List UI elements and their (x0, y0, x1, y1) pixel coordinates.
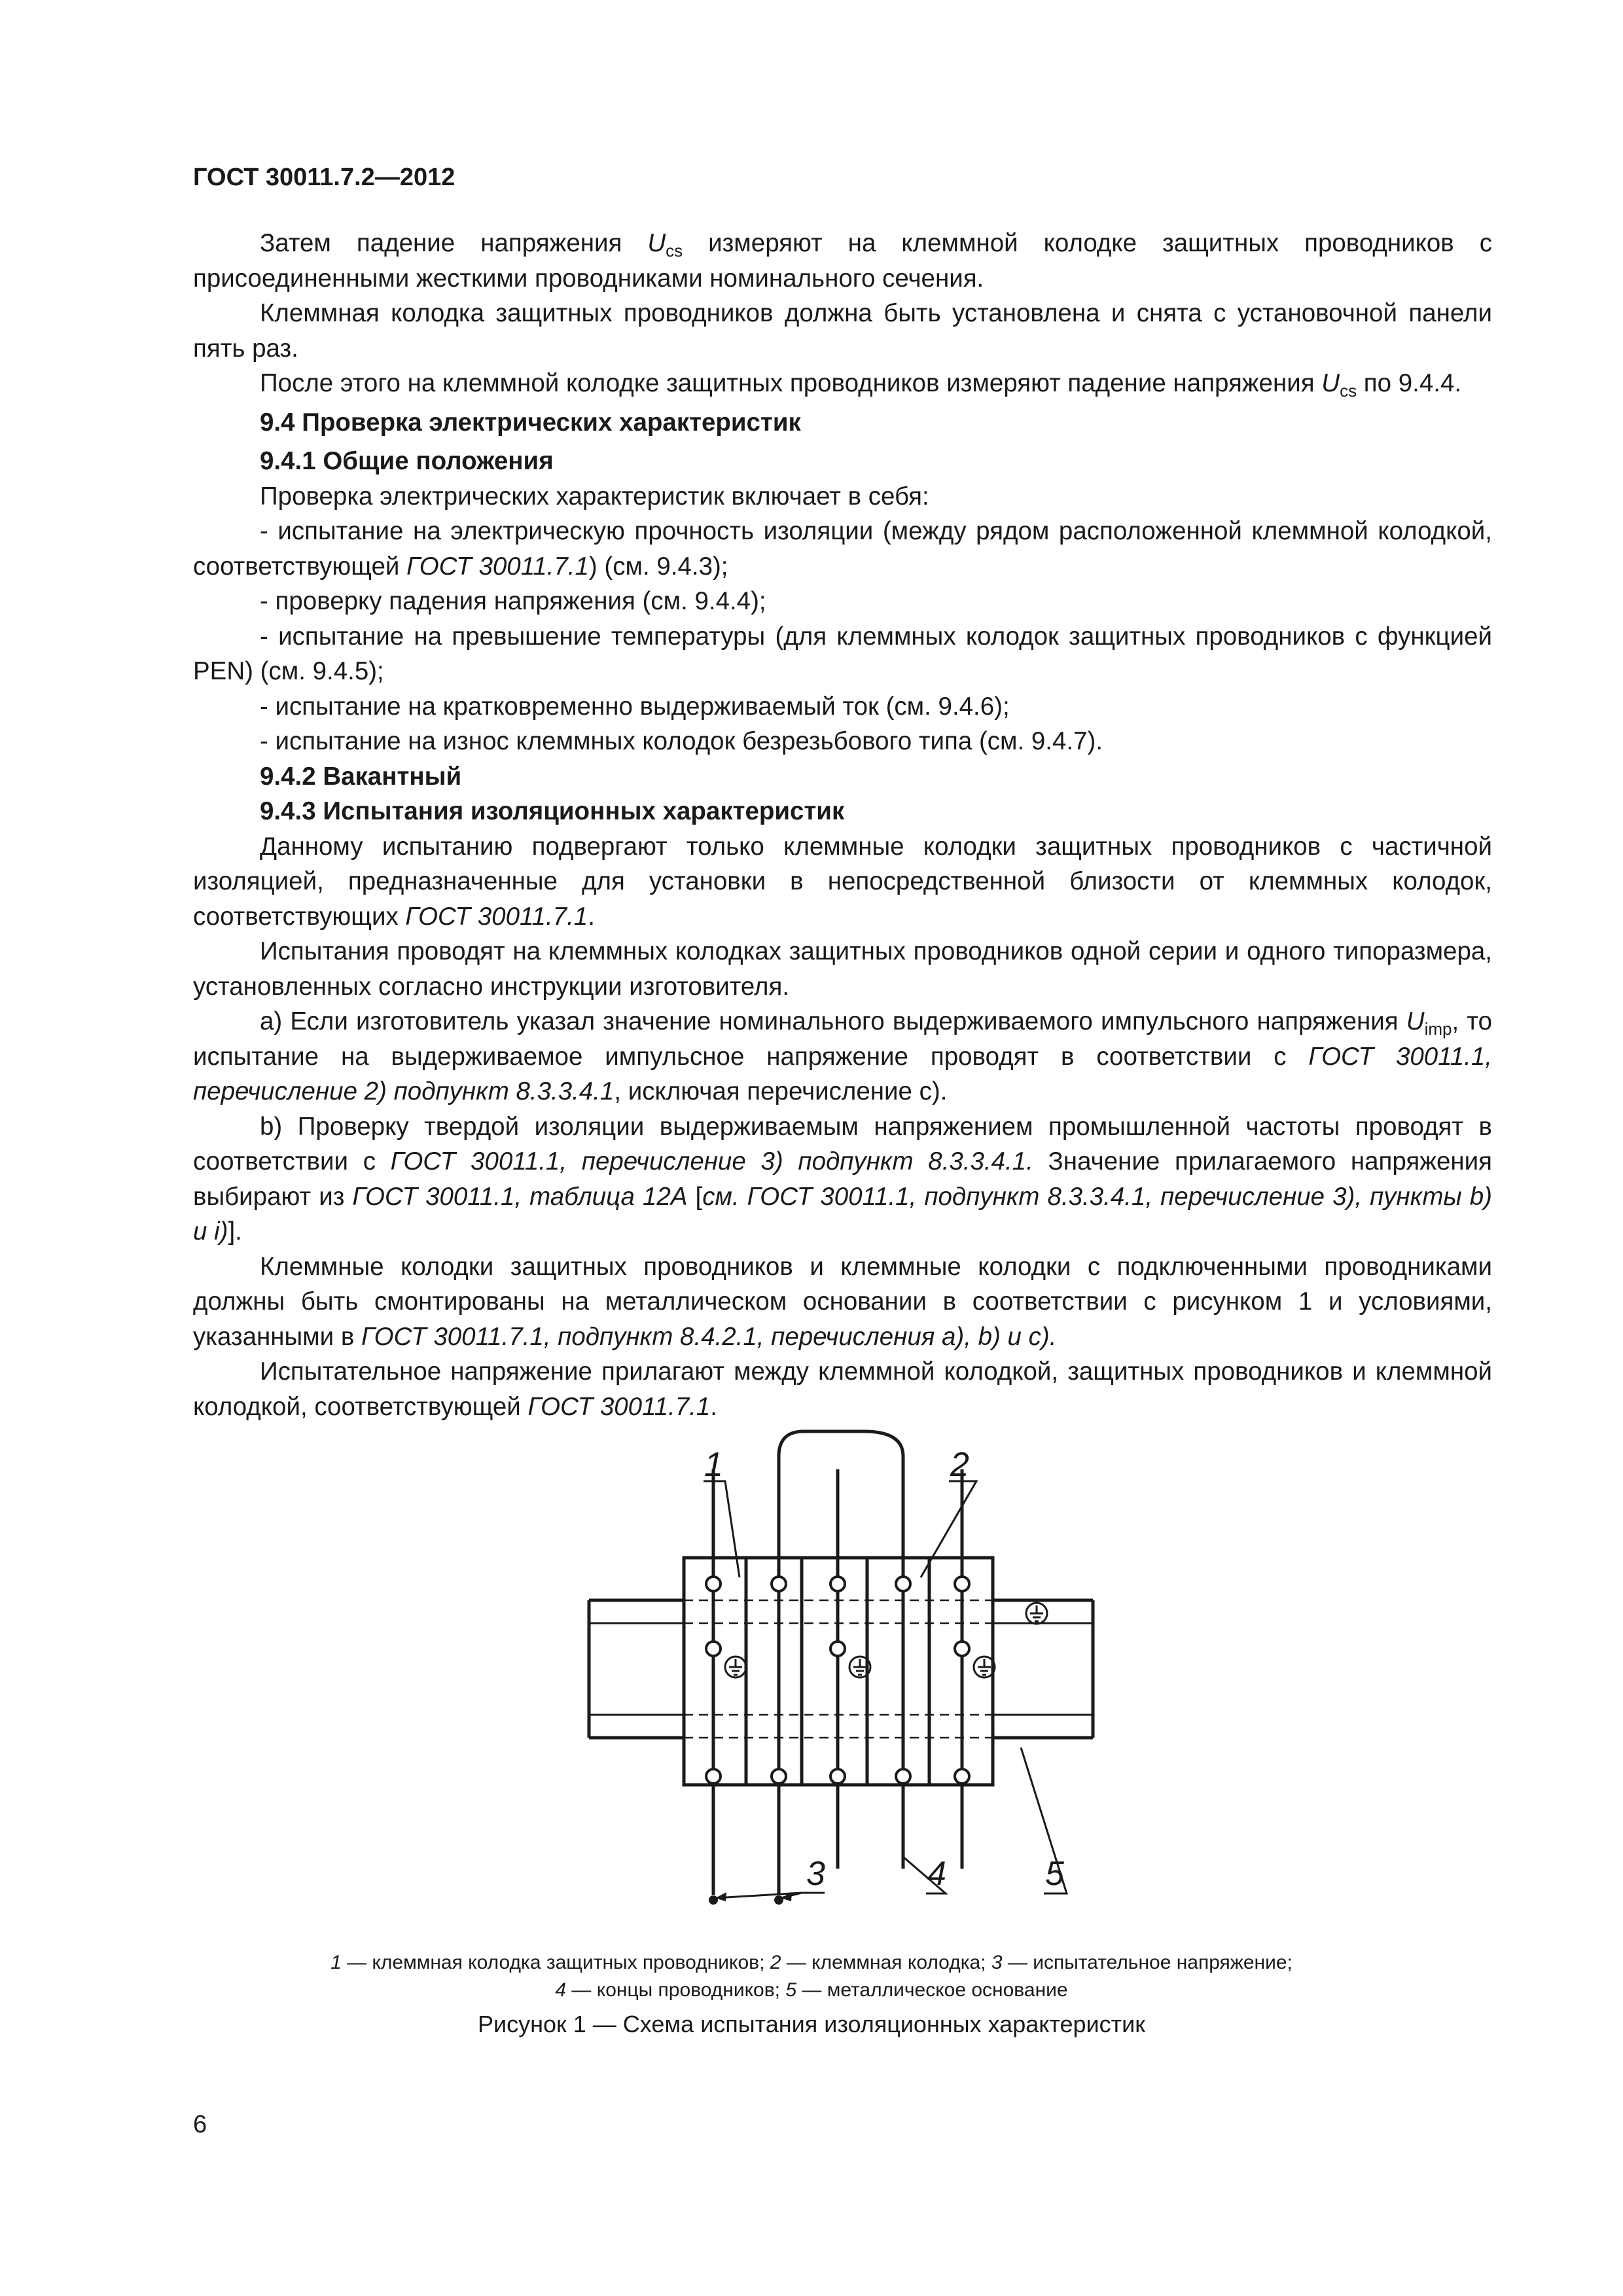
list-item: - проверку падения напряжения (см. 9.4.4); (260, 587, 766, 615)
paragraph: Данному испытанию подвергают только клеммные колодки защитных проводников с частичной изоляцией, предназначенные для установки в непосредственной близости от клеммных колодок, соответствующих ГОСТ 30011.7.1. (193, 832, 1492, 931)
subsection-heading: 9.4.2 Вакантный (260, 762, 462, 791)
callout-label-3: 3 (806, 1855, 825, 1893)
earth-symbol-icon (1026, 1603, 1047, 1624)
earth-symbol-icon (725, 1657, 746, 1677)
paragraph: Проверка электрических характеристик включает в себя: (260, 482, 929, 511)
paragraph: Клеммная колодка защитных проводников должна быть установлена и снята с установочной панели пять раз. (193, 299, 1492, 363)
list-item: - испытание на кратковременно выдерживаемый ток (см. 9.4.6); (260, 692, 1010, 721)
paragraph: Клеммные колодки защитных проводников и клеммные колодки с подключенными проводниками должны быть смонтированы на металлическом основании в соответствии с рисунком 1 и условиями, указанными в ГОСТ 30011.7.1, подпункт 8.4.2.1, перечисления a), b) и c). (193, 1252, 1492, 1351)
page-number: 6 (193, 2111, 207, 2138)
list-item: - испытание на электрическую прочность изоляции (между рядом расположенной клеммной колодкой, соответствующей ГОСТ 30011.7.1) (см. 9.4.3); (193, 517, 1492, 581)
callout-label-1: 1 (704, 1446, 723, 1484)
callout-label-2: 2 (950, 1446, 969, 1484)
callout-label-4: 4 (927, 1855, 946, 1893)
subsection-heading: 9.4.3 Испытания изоляционных характеристик (260, 797, 845, 825)
paragraph: После этого на клеммной колодке защитных проводников измеряют падение напряжения $U_{cs}$ по 9.4.4. (260, 369, 1462, 401)
paragraph: Испытания проводят на клеммных колодках защитных проводников одной серии и одного типоразмера, установленных согласно инструкции изготовителя. (193, 937, 1492, 1001)
paragraph: Затем падение напряжения $U_{cs}$ измеряют на клеммной колодке защитных проводников с присоединенными жесткими проводниками номинального сечения. (193, 229, 1493, 293)
figure-caption: Рисунок 1 — Схема испытания изоляционных характеристик (478, 2011, 1145, 2037)
section-heading: 9.4 Проверка электрических характеристик (260, 408, 801, 437)
list-item: - испытание на превышение температуры (для клеммных колодок защитных проводников с функцией PEN) (см. 9.4.5); (193, 622, 1492, 685)
test-scheme-figure (576, 1424, 1132, 1947)
subsection-heading: 9.4.1 Общие положения (260, 447, 554, 475)
paragraph: b) Проверку твердой изоляции выдерживаемым напряжением промышленной частоты проводят в соответствии с ГОСТ 30011.1, перечисление 3) подпункт 8.3.3.4.1. Значение прилагаемого напряжения выбирают из ГОСТ 30011.1, таблица 12А [см. ГОСТ 30011.1, подпункт 8.3.3.4.1, перечисление 3), пункты b) и i)]. (193, 1112, 1492, 1246)
document-header: ГОСТ 30011.7.2—2012 (193, 164, 455, 191)
main-text (193, 226, 1492, 1424)
callout-label-5: 5 (1045, 1855, 1064, 1893)
paragraph: Испытательное напряжение прилагают между клеммной колодкой, защитных проводников и клеммной колодкой, соответствующей ГОСТ 30011.7.1. (193, 1357, 1492, 1421)
test-scheme-drawing (576, 1424, 1132, 1947)
paragraph: a) Если изготовитель указал значение номинального выдерживаемого импульсного напряжения $U_{imp}$, то испытание на выдерживаемое импульсное напряжение проводят в соответствии с ГОСТ 30011.1, перечисление 2) подпункт 8.3.3.4.1, исключая перечисление с). (193, 1007, 1492, 1105)
list-item: - испытание на износ клеммных колодок безрезьбового типа (см. 9.4.7). (260, 727, 1103, 755)
figure-legend: 1 — клеммная колодка защитных проводников; 2 — клеммная колодка; 3 — испытательное напряжение; 4 — концы проводников; 5 — металлическое основание (330, 1952, 1293, 2001)
